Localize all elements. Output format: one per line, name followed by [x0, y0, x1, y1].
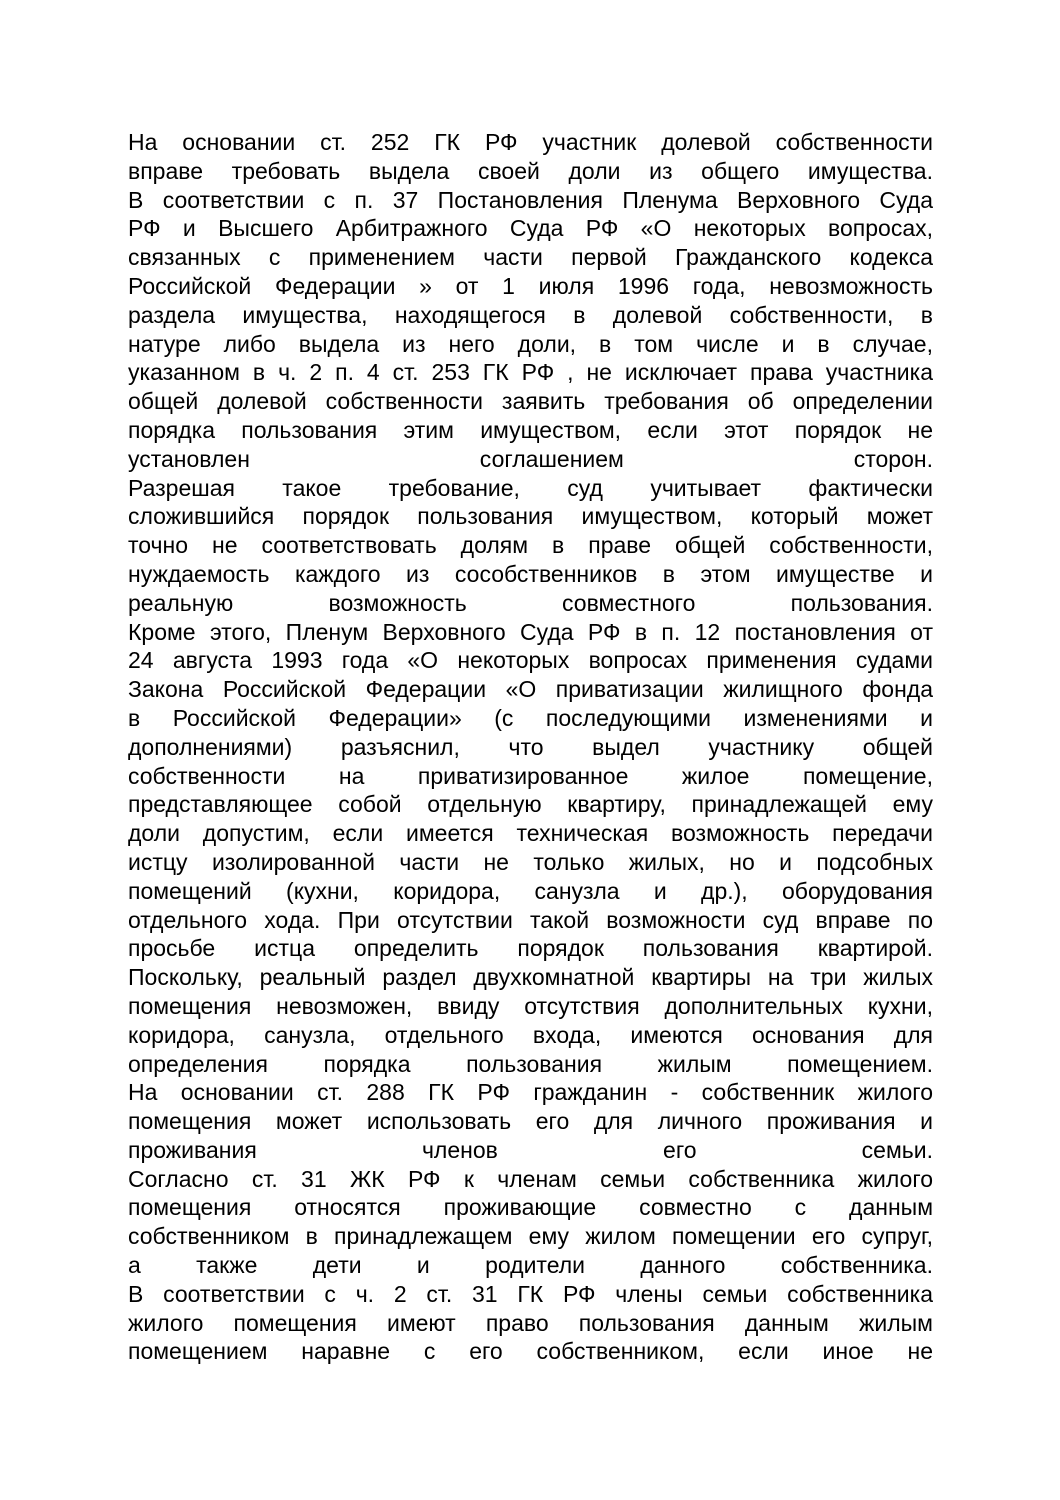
text-line: установлен соглашением сторон. [128, 445, 933, 472]
text-line: проживания членов его семьи. [128, 1136, 933, 1163]
text-line: Кроме этого, Пленум Верховного Суда РФ в п. 12 постановления от [128, 618, 933, 645]
text-line: помещений (кухни, коридора, санузла и др.), оборудования [128, 877, 933, 904]
text-line: общей долевой собственности заявить требования об определении [128, 388, 933, 415]
text-line: нуждаемость каждого из сособственников в этом имуществе и [128, 560, 933, 587]
text-line: жилого помещения имеют право пользования данным жилым [128, 1309, 933, 1336]
text-line: помещения относятся проживающие совместно с данным [128, 1194, 933, 1221]
text-line: Поскольку, реальный раздел двухкомнатной квартиры на три жилых [128, 964, 933, 991]
text-line: порядка пользования этим имуществом, если этот порядок не [128, 416, 933, 443]
text-line: вправе требовать выдела своей доли из общего имущества. [128, 157, 933, 184]
text-line: реальную возможность совместного пользования. [128, 589, 933, 616]
text-line: указанном в ч. 2 п. 4 ст. 253 ГК РФ , не исключает права участника [128, 359, 933, 386]
text-line: помещения может использовать его для личного проживания и [128, 1108, 933, 1135]
text-line: а также дети и родители данного собственника. [128, 1252, 933, 1279]
text-line: определения порядка пользования жилым помещением. [128, 1050, 933, 1077]
text-line: В соответствии с ч. 2 ст. 31 ГК РФ члены семьи собственника [128, 1280, 933, 1307]
text-line: В соответствии с п. 37 Постановления Пленума Верховного Суда [128, 186, 933, 213]
text-line: точно не соответствовать долям в праве общей собственности, [128, 532, 933, 559]
text-line: истцу изолированной части не только жилых, но и подсобных [128, 848, 933, 875]
text-line: натуре либо выдела из него доли, в том числе и в случае, [128, 330, 933, 357]
text-line: 24 августа 1993 года «О некоторых вопросах применения судами [128, 647, 933, 674]
text-line: раздела имущества, находящегося в долевой собственности, в [128, 301, 933, 328]
text-line: сложившийся порядок пользования имуществом, который может [128, 503, 933, 530]
text-line: связанных с применением части первой Гражданского кодекса [128, 244, 933, 271]
text-line: На основании ст. 288 ГК РФ гражданин - собственник жилого [128, 1079, 933, 1106]
text-line: Российской Федерации » от 1 июля 1996 года, невозможность [128, 272, 933, 299]
text-line: Разрешая такое требование, суд учитывает фактически [128, 474, 933, 501]
legal-text-block [128, 128, 933, 1366]
text-line: помещением наравне с его собственником, если иное не [128, 1338, 933, 1365]
text-line: помещения невозможен, ввиду отсутствия дополнительных кухни, [128, 992, 933, 1019]
text-line: в Российской Федерации» (с последующими изменениями и [128, 704, 933, 731]
text-line: отдельного хода. При отсутствии такой возможности суд вправе по [128, 906, 933, 933]
text-line: На основании ст. 252 ГК РФ участник долевой собственности [128, 129, 933, 155]
text-line: Закона Российской Федерации «О приватизации жилищного фонда [128, 676, 933, 703]
text-line: представляющее собой отдельную квартиру, принадлежащей ему [128, 791, 933, 818]
text-line: собственности на приватизированное жилое помещение, [128, 762, 933, 789]
text-line: дополнениями) разъяснил, что выдел участнику общей [128, 733, 933, 760]
text-line: собственником в принадлежащем ему жилом помещении его супруг, [128, 1223, 933, 1250]
text-line: коридора, санузла, отдельного входа, имеются основания для [128, 1021, 933, 1048]
text-line: Согласно ст. 31 ЖК РФ к членам семьи собственника жилого [128, 1165, 933, 1192]
text-line: просьбе истца определить порядок пользования квартирой. [128, 935, 933, 962]
text-line: доли допустим, если имеется техническая возможность передачи [128, 820, 933, 847]
text-line: РФ и Высшего Арбитражного Суда РФ «О некоторых вопросах, [128, 215, 933, 242]
